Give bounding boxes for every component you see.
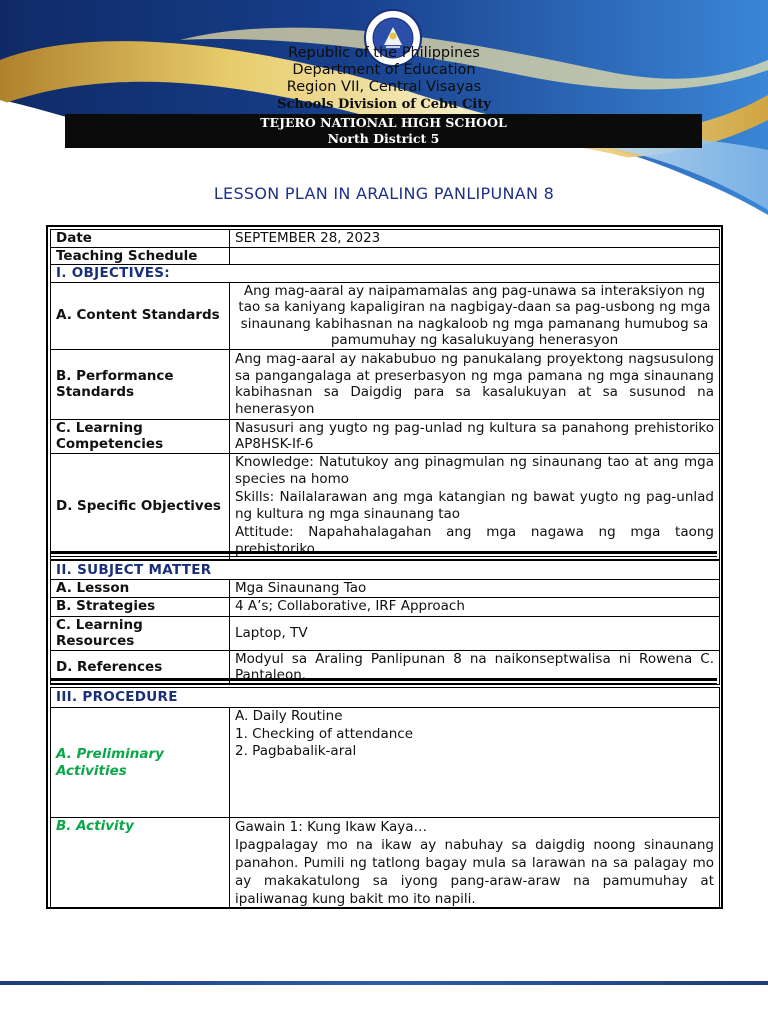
schedule-value: [230, 247, 720, 265]
performance-standards-value: Ang mag-aaral ay nakabubuo ng panukalang proyektong nagsusulong sa pangangalaga at preserbasyon ng mga pamana ng mga sinaunang kabihasnan sa Daigdig para sa kasalukuyan at sa susunod na henerasyon: [230, 349, 720, 419]
activity-label: B. Activity: [51, 818, 230, 909]
performance-standards-label: B. Performance Standards: [51, 349, 230, 419]
strategies-label: B. Strategies: [51, 597, 230, 616]
objective-skills: Skills: Nailalarawan ang mga katangian ng bawat yugto ng pag-unlad ng kultura ng mga sinaunang tao: [235, 488, 714, 522]
activity-title: Gawain 1: Kung Ikaw Kaya…: [235, 819, 428, 835]
content-standards-label: A. Content Standards: [51, 282, 230, 349]
checking-attendance: 1. Checking of attendance: [235, 725, 414, 742]
date-value: SEPTEMBER 28, 2023: [230, 230, 720, 248]
school-district: North District 5: [327, 131, 440, 146]
objectives-heading: I. OBJECTIVES:: [51, 265, 720, 283]
references-label: D. References: [51, 650, 230, 684]
footer-rule: [0, 981, 768, 985]
learning-resources-value: Laptop, TV: [230, 616, 720, 650]
activity-value: [230, 818, 720, 909]
references-value: Modyul sa Araling Panlipunan 8 na naikonseptwalisa ni Rowena C. Pantaleon.: [230, 650, 720, 684]
daily-routine: A. Daily Routine: [235, 708, 343, 724]
subject-matter-heading: II. SUBJECT MATTER: [51, 561, 720, 580]
lesson-plan-title: LESSON PLAN IN ARALING PANLIPUNAN 8: [213, 184, 555, 203]
activity-text: Ipagpalagay mo na ikaw ay nabuhay sa daigdig noong sinaunang panahon. Pumili ng tatlong bagay mula sa larawan na sa palagay mo ay makakatulong sa iyong pang-araw-araw na pamumuhay at ipaliwanag kung bakit mo ito napili.: [235, 837, 714, 907]
specific-objectives-label: D. Specific Objectives: [51, 453, 230, 559]
header-department: Department of Education: [292, 62, 476, 78]
lesson-value: Mga Sinaunang Tao: [230, 580, 720, 598]
school-name-bar: [65, 114, 702, 148]
specific-objectives-value: [230, 453, 720, 559]
pagbabalik-aral: 2. Pagbabalik-aral: [235, 743, 357, 759]
preliminary-activities-label: A. Preliminary Activities: [51, 708, 230, 818]
header-region: Region VII, Central Visayas: [286, 79, 482, 95]
objectives-table: [50, 229, 720, 560]
learning-competencies-label: C. Learning Competencies: [51, 419, 230, 453]
header-republic: Republic of the Philippines: [288, 45, 480, 61]
subject-matter-table: [50, 560, 720, 685]
procedure-heading: III. PROCEDURE: [51, 688, 720, 708]
lesson-label: A. Lesson: [51, 580, 230, 598]
procedure-table: [50, 687, 720, 909]
objective-knowledge: Knowledge: Natutukoy ang pinagmulan ng sinaunang tao at ang mga species na homo: [235, 453, 714, 487]
preliminary-activities-value: [230, 708, 720, 818]
school-name: TEJERO NATIONAL HIGH SCHOOL: [260, 115, 507, 130]
date-label: Date: [51, 230, 230, 248]
strategies-value: 4 A’s; Collaborative, IRF Approach: [230, 597, 720, 616]
header-division: Schools Division of Cebu City: [277, 97, 491, 112]
objective-attitude: Attitude: Napahahalagahan ang mga nagawa ng mga taong prehistoriko: [235, 523, 714, 557]
section-divider: [50, 551, 717, 557]
content-standards-value: Ang mag-aaral ay naipamamalas ang pag-unawa sa interaksiyon ng tao sa kaniyang kapaligiran na nagbigay-daan sa pag-usbong ng mga sinaunang kabihasnan na nagkaloob ng mga pamanang humubog sa pamumuhay ng kasalukuyang henerasyon: [230, 282, 720, 349]
learning-resources-label: C. Learning Resources: [51, 616, 230, 650]
section-divider: [50, 678, 717, 684]
learning-competencies-value: Nasusuri ang yugto ng pag-unlad ng kultura sa panahong prehistoriko AP8HSK-If-6: [230, 419, 720, 453]
schedule-label: Teaching Schedule: [51, 247, 230, 265]
